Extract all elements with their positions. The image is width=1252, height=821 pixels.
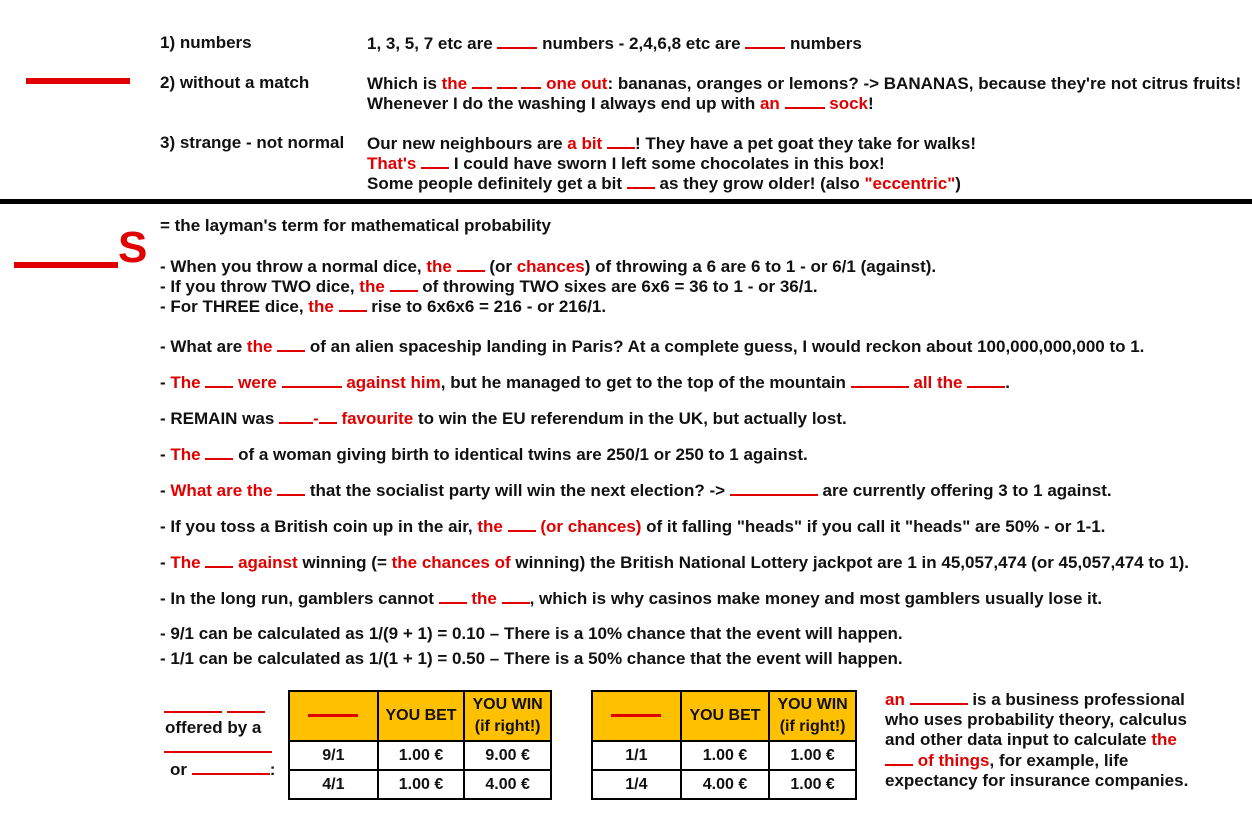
win-cell: 9.00 € [464, 741, 551, 770]
twins-sentence: - The of a woman giving birth to identical twins are 250/1 or 250 to 1 against. [160, 445, 808, 464]
coin-sentence: - If you toss a British coin up in the air, the (or chances) of it falling "heads" if you call it "heads" are 50% - or 1-1. [160, 517, 1106, 536]
odds-table-2-header-bet: YOU BET [681, 691, 769, 741]
vocab-item-3-label: 3) strange - not normal [160, 133, 345, 152]
actuary-line-1: an is a business professional [885, 690, 1185, 709]
bet-cell: 1.00 € [378, 770, 464, 799]
odds-table-1 [288, 690, 552, 800]
odds-table-1-header-win: YOU WIN (if right!) [464, 691, 551, 741]
odds-table-2 [591, 690, 857, 800]
vocab-item-2-label: 2) without a match [160, 73, 310, 92]
odds-cell: 1/1 [592, 741, 681, 770]
vocab-item-2-line-1: Which is the one out: bananas, oranges or lemons? -> BANANAS, because they're not citrus fruits! [367, 74, 1242, 93]
bottom-or-line: or : [170, 760, 276, 779]
bet-cell: 1.00 € [378, 741, 464, 770]
odds-definition: = the layman's term for mathematical probability [160, 216, 551, 235]
odds-heading-blank [14, 262, 118, 268]
bet-cell: 1.00 € [681, 741, 769, 770]
socialist-sentence: - What are the that the socialist party will win the next election? -> are currently offering 3 to 1 against. [160, 481, 1112, 500]
actuary-line-4: of things, for example, life [885, 750, 1245, 771]
table-row [592, 770, 856, 799]
vocab-item-3-line-2: That's I could have sworn I left some chocolates in this box! [367, 154, 885, 173]
odds-heading-letter: S [118, 223, 148, 272]
actuary-line-5: expectancy for insurance companies. [885, 771, 1189, 790]
vocab-item-3-line-3: Some people definitely get a bit as they grow older! (also "eccentric") [367, 174, 961, 193]
bottom-blanks-1 [164, 697, 265, 718]
odds-table-2-header-blank [592, 691, 681, 741]
vocab-item-2-line-2: Whenever I do the washing I always end up with an sock! [367, 94, 874, 113]
calculation-line-2: - 1/1 can be calculated as 1/(1 + 1) = 0.50 – There is a 50% chance that the event will happen. [160, 649, 903, 668]
odds-table-2-header-win: YOU WIN (if right!) [769, 691, 856, 741]
remain-sentence: - REMAIN was - favourite to win the EU referendum in the UK, but actually lost. [160, 409, 847, 428]
table-row [289, 741, 551, 770]
odds-cell: 1/4 [592, 770, 681, 799]
table-row [289, 770, 551, 799]
win-cell: 1.00 € [769, 770, 856, 799]
win-cell: 1.00 € [769, 741, 856, 770]
dice-line-3: - For THREE dice, the rise to 6x6x6 = 216 - or 216/1. [160, 297, 607, 316]
dice-line-2: - If you throw TWO dice, the of throwing TWO sixes are 6x6 = 36 to 1 - or 36/1. [160, 277, 818, 296]
actuary-line-2: who uses probability theory, calculus [885, 710, 1187, 729]
bottom-blank-2 [164, 737, 272, 758]
win-cell: 4.00 € [464, 770, 551, 799]
vocab-blank-marker [26, 78, 130, 84]
vocab-item-1-text: 1, 3, 5, 7 etc are numbers - 2,4,6,8 etc are numbers [367, 34, 862, 53]
gamblers-sentence: - In the long run, gamblers cannot the , which is why casinos make money and most gamblers usually lose it. [160, 589, 1103, 608]
actuary-definition [885, 689, 1245, 791]
vocab-item-1-label: 1) numbers [160, 33, 252, 52]
odds-table-1-header-blank [289, 691, 378, 741]
vocab-item-3-line-1: Our new neighbours are a bit ! They have a pet goat they take for walks! [367, 134, 976, 153]
lottery-sentence: - The against winning (= the chances of winning) the British National Lottery jackpot are 1 in 45,057,474 (or 45,057,474 to 1). [160, 553, 1189, 572]
alien-sentence: - What are the of an alien spaceship landing in Paris? At a complete guess, I would reckon about 100,000,000,000 to 1. [160, 337, 1145, 356]
calculation-line-1: - 9/1 can be calculated as 1/(9 + 1) = 0.10 – There is a 10% chance that the event will happen. [160, 624, 903, 643]
odds-cell: 9/1 [289, 741, 378, 770]
actuary-line-3: and other data input to calculate the [885, 730, 1177, 749]
odds-table-1-header-bet: YOU BET [378, 691, 464, 741]
bet-cell: 4.00 € [681, 770, 769, 799]
mountain-sentence: - The were against him, but he managed to get to the top of the mountain all the . [160, 373, 1010, 392]
odds-cell: 4/1 [289, 770, 378, 799]
table-row [592, 741, 856, 770]
section-divider [0, 199, 1252, 204]
offered-by-label: offered by a [165, 718, 262, 737]
dice-line-1: - When you throw a normal dice, the (or chances) of throwing a 6 are 6 to 1 - or 6/1 (against). [160, 257, 937, 276]
